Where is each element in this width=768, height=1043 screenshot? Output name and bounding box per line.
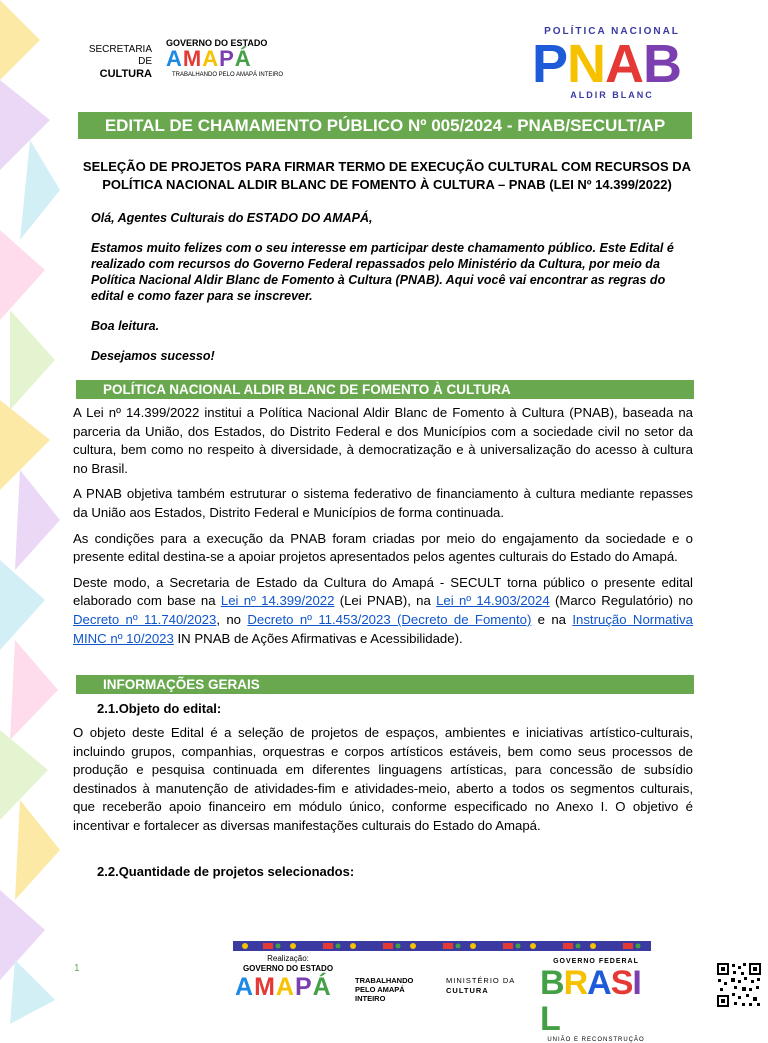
p4-text-e: e na bbox=[531, 611, 573, 627]
link-instrucao-normativa[interactable]: Instrução Normativa MINC nº 10/2023 bbox=[73, 611, 694, 646]
uniao-reconstrucao-label: UNIÃO E RECONSTRUÇÃO bbox=[547, 1037, 645, 1043]
secretaria-cultura-logo bbox=[78, 38, 284, 86]
intro-message bbox=[91, 210, 695, 378]
gov-federal-label: GOVERNO FEDERAL bbox=[553, 958, 639, 965]
subsection-quantidade-title: Quantidade de projetos selecionados: bbox=[118, 864, 355, 879]
document-subtitle: SELEÇÃO DE PROJETOS PARA FIRMAR TERMO DE EXECUÇÃO CULTURAL COM RECURSOS DA POLÍTICA NACIONAL ALDIR BLANC DE FOMENTO À CULTURA – PNAB (LEI Nº 14.399/2022) bbox=[82, 159, 692, 192]
link-lei-14399[interactable]: Lei nº 14.399/2022 bbox=[220, 593, 335, 609]
governo-federal-logo bbox=[540, 958, 652, 1043]
document-title: EDITAL DE CHAMAMENTO PÚBLICO Nº 005/2024 - PNAB/SECULT/AP bbox=[78, 112, 692, 139]
decorative-footer-band bbox=[233, 941, 651, 951]
subsection-quantidade bbox=[97, 863, 354, 880]
p4-text-d: , no bbox=[216, 611, 248, 627]
p4-text-f: IN PNAB de Ações Afirmativas e Acessibilidade). bbox=[173, 630, 463, 646]
section-heading-pnab bbox=[76, 380, 694, 399]
ministerio-line1: MINISTÉRIO DA bbox=[446, 976, 516, 985]
intro-reading: Boa leitura. bbox=[91, 319, 160, 333]
subsection-objeto bbox=[97, 700, 221, 717]
objeto-paragraph: O objeto deste Edital é a seleção de projetos de espaços, ambientes e iniciativas artístico-culturais, incluindo grupos, companhias, orquestras e corpos artísticos estáveis, bem como seus processos de produção e pesquisa continuada em diferentes linguagens artísticas, para concessão de subsídio destinados à manutenção de atividades-fim e atividades-meio, aberto a todos os segmentos culturais, que receberão apoio financeiro em módulo único, conforme especificado no Anexo I. O objetivo é incentivar e fortalecer as diversas manifestações culturais do Estado do Amapá. bbox=[73, 725, 693, 833]
ministerio-cultura-logo bbox=[446, 976, 515, 996]
pnab-logo bbox=[530, 26, 694, 102]
pnab-bottom-label: ALDIR BLANC bbox=[570, 90, 654, 100]
p4-text-c: (Marco Regulatório) no bbox=[549, 593, 693, 609]
subsection-objeto-number: 2.1. bbox=[97, 701, 119, 716]
footer-amapa-logo: AMAPÁ bbox=[235, 973, 332, 1001]
footer-governo-label: GOVERNO DO ESTADO bbox=[242, 964, 334, 973]
pnab-paragraph-2: A PNAB objetiva também estruturar o sistema federativo de financiamento à cultura mediante repasses da União aos Estados, Distrito Federal e Municípios de forma continuada. bbox=[73, 486, 693, 520]
qr-code-icon[interactable] bbox=[716, 962, 762, 1008]
page-footer bbox=[0, 938, 768, 1043]
secretaria-label bbox=[78, 44, 152, 81]
secretaria-line2: CULTURA bbox=[99, 68, 152, 80]
pnab-paragraph-1: A Lei nº 14.399/2022 institui a Política Nacional Aldir Blanc de Fomento à Cultura (PNAB), baseada na parceria da União, dos Estados, do Distrito Federal e dos Municípios com a sociedade civil no setor da cultura, bem como no respeito à diversidade, à democratização e à universalização do acesso à cultura no Brasil. bbox=[73, 405, 693, 476]
p4-text-a: Deste modo, a Secretaria de Estado da Cultura do Amapá - SECULT torna público o presente edital elaborado com base na bbox=[73, 574, 693, 609]
pnab-top-label: POLÍTICA NACIONAL bbox=[544, 26, 680, 37]
section-objeto-body bbox=[73, 724, 693, 843]
intro-paragraph: Estamos muito felizes com o seu interesse em participar deste chamamento público. Este Edital é realizado com recursos do Governo Federal repassados pelo Ministério da Cultura, por meio da Política Nacional Aldir Blanc de Fomento à Cultura (PNAB). Aqui você vai encontrar as regras do edital e como fazer para se inscrever. bbox=[91, 241, 674, 303]
pnab-paragraph-3: As condições para a execução da PNAB foram criadas por meio do engajamento da sociedade e o presente edital destina-se a apoiar projetos apresentados pelos agentes culturais do Estado do Amapá. bbox=[73, 530, 693, 565]
pnab-paragraph-4 bbox=[73, 574, 693, 648]
governo-slogan: TRABALHANDO PELO AMAPÁ INTEIRO bbox=[172, 72, 284, 78]
intro-wish: Desejamos sucesso! bbox=[91, 349, 215, 363]
subsection-quantidade-number: 2.2. bbox=[97, 864, 119, 879]
section-pnab-body bbox=[73, 404, 693, 655]
p4-text-b: (Lei PNAB), na bbox=[334, 593, 437, 609]
link-decreto-11740[interactable]: Decreto nº 11.740/2023 bbox=[73, 611, 217, 627]
footer-trabalhando: TRABALHANDO PELO AMAPÁ INTEIRO bbox=[355, 976, 414, 1003]
pnab-logo-word: PNAB bbox=[532, 34, 682, 94]
page-header bbox=[0, 0, 768, 110]
link-decreto-11453[interactable]: Decreto nº 11.453/2023 (Decreto de Fomento) bbox=[247, 611, 532, 627]
governo-estado-label: GOVERNO DO ESTADO bbox=[166, 38, 268, 48]
realizacao-block bbox=[233, 954, 343, 974]
brasil-logo-word: BRASIL bbox=[540, 964, 641, 1038]
subsection-objeto-title: Objeto do edital: bbox=[118, 701, 222, 716]
page-number: 1 bbox=[74, 963, 80, 974]
amapa-logo-word: AMAPÁ bbox=[166, 46, 252, 71]
section-heading-informacoes-text: INFORMAÇÕES GERAIS bbox=[103, 677, 260, 692]
ministerio-line2: CULTURA bbox=[446, 986, 489, 995]
realizacao-label: Realização: bbox=[267, 954, 309, 963]
intro-greeting: Olá, Agentes Culturais do ESTADO DO AMAPÁ, bbox=[91, 211, 373, 225]
section-heading-informacoes bbox=[76, 675, 694, 694]
secretaria-line1: SECRETARIA DE bbox=[88, 44, 152, 67]
decorative-left-stripe bbox=[0, 0, 72, 1024]
link-lei-14903[interactable]: Lei nº 14.903/2024 bbox=[436, 593, 550, 609]
section-heading-pnab-text: POLÍTICA NACIONAL ALDIR BLANC DE FOMENTO À CULTURA bbox=[103, 382, 511, 397]
